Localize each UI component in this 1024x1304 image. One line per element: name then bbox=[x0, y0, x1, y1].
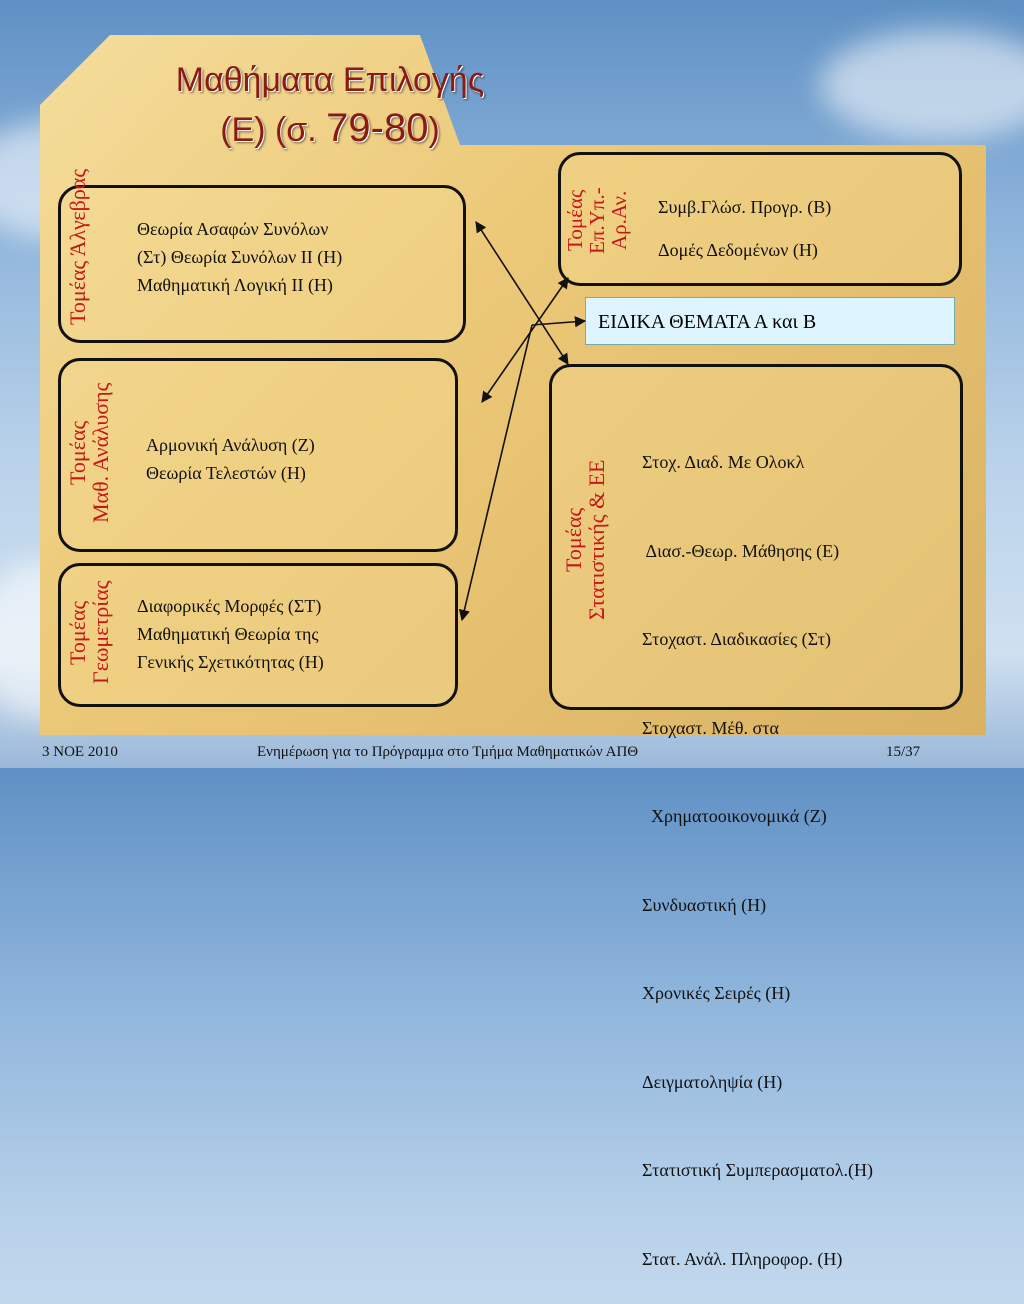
statistics-sector-label: Τομέας Στατιστικής & ΕΕ bbox=[561, 459, 610, 621]
list-item: Θεωρία Τελεστών (Η) bbox=[146, 462, 306, 483]
list-item: Στοχαστ. Μέθ. στα bbox=[642, 717, 779, 738]
title-line-2: (Ε) (σ. 79-80) bbox=[220, 106, 440, 151]
arrow-geometry-special bbox=[462, 325, 532, 620]
list-item: Στοχ. Διαδ. Με Ολοκλ bbox=[642, 452, 805, 473]
list-item: Διαφορικές Μορφές (ΣΤ) bbox=[137, 596, 322, 616]
list-item: Μαθηματική Θεωρία της bbox=[137, 623, 319, 644]
list-item: Δομές Δεδομένων (Η) bbox=[658, 240, 818, 261]
footer-page-number: 15/37 bbox=[886, 744, 921, 760]
list-item: Στοχαστ. Διαδικασίες (Στ) bbox=[642, 629, 831, 650]
geometry-sector-label: Τομέας Γεωμετρίας bbox=[65, 580, 114, 685]
list-item: Διασ.-Θεωρ. Μάθησης (Ε) bbox=[642, 540, 840, 561]
arrow-algebra-statistics bbox=[476, 222, 568, 364]
list-item: Στατ. Ανάλ. Πληροφορ. (Η) bbox=[642, 1248, 843, 1269]
computing-sector-label: Τομέας Επ.Υπ.- Αρ.Αν. bbox=[563, 187, 632, 254]
list-item: Γενικής Σχετικότητας (Η) bbox=[137, 651, 324, 672]
list-item: Χρονικές Σειρές (Η) bbox=[642, 983, 791, 1004]
algebra-sector-label: Τομέας Άλγεβρας bbox=[65, 168, 90, 325]
footer-caption: Ενημέρωση για το Πρόγραμμα στο Τμήμα Μαθηματικών ΑΠΘ bbox=[257, 744, 639, 760]
analysis-sector-label: Τομέας Μαθ. Ανάλυσης bbox=[65, 382, 114, 523]
footer-date: 3 ΝΟΕ 2010 bbox=[42, 744, 118, 760]
list-item: Δειγματοληψία (Η) bbox=[642, 1071, 783, 1092]
list-item: Στατιστική Συμπερασματολ.(Η) bbox=[642, 1160, 873, 1181]
list-item: (Στ) Θεωρία Συνόλων ΙΙ (Η) bbox=[137, 246, 343, 267]
list-item: Συμβ.Γλώσ. Προγρ. (Β) bbox=[658, 197, 832, 217]
list-item: Χρηματοοικονομικά (Ζ) bbox=[642, 806, 827, 827]
title-line-1: Μαθήματα Επιλογής bbox=[175, 61, 485, 99]
list-item: Συνδυαστική (Η) bbox=[642, 894, 767, 915]
special-topics-box: ΕΙΔΙΚΑ ΘΕΜΑΤΑ Α και Β bbox=[585, 297, 955, 345]
list-item: Μαθηματική Λογική ΙΙ (Η) bbox=[137, 274, 333, 295]
list-item: Αρμονική Ανάλυση (Ζ) bbox=[146, 435, 315, 455]
list-item: Θεωρία Ασαφών Συνόλων bbox=[137, 219, 329, 239]
